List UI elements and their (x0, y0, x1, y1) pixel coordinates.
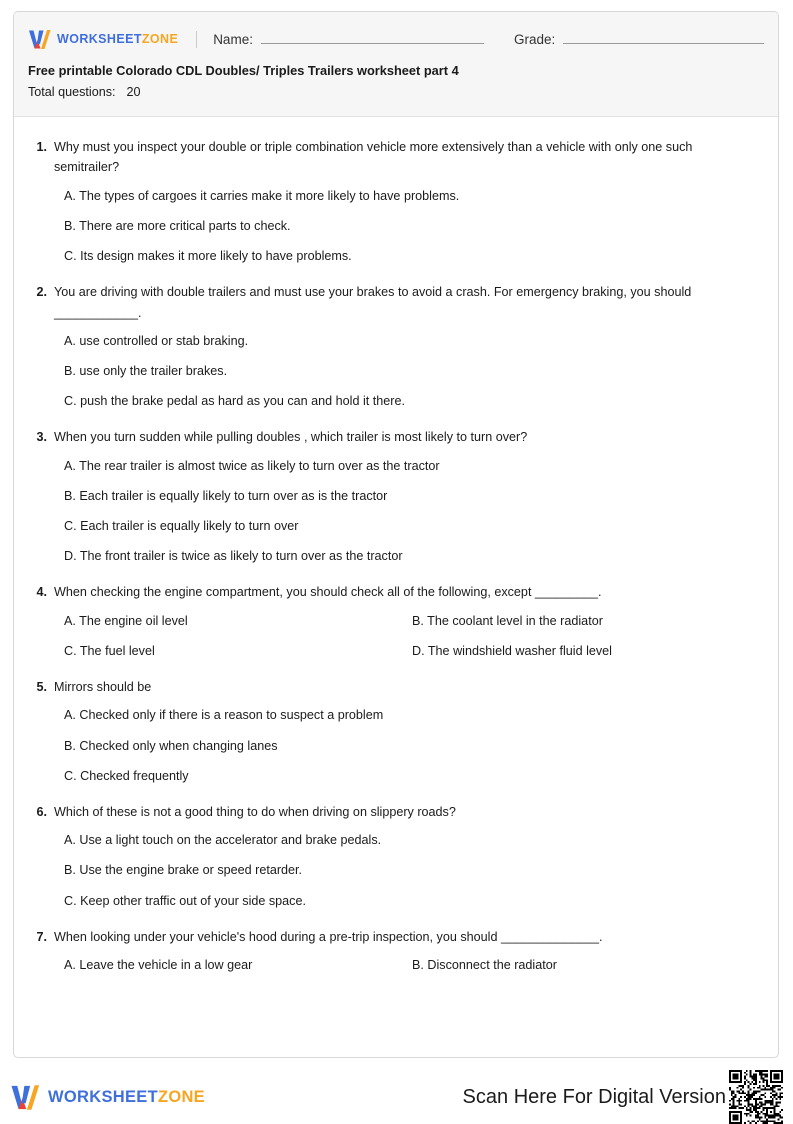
question-item (32, 137, 760, 266)
question-number: 7. (36, 929, 47, 944)
option-item[interactable]: C. Each trailer is equally likely to turn over (64, 519, 299, 534)
footer-logo (10, 1084, 205, 1111)
worksheet-title: Free printable Colorado CDL Doubles/ Triples Trailers worksheet part 4 (28, 63, 459, 78)
option-item[interactable]: B. Checked only when changing lanes (64, 738, 278, 753)
option-item[interactable]: B. Use the engine brake or speed retarder. (64, 863, 303, 878)
option-item[interactable]: B. use only the trailer brakes. (64, 364, 228, 379)
name-input-line[interactable] (261, 31, 484, 44)
logo-text-zone: ZONE (141, 32, 179, 46)
header-divider (196, 31, 197, 48)
option-item[interactable]: A. Use a light touch on the accelerator and brake pedals. (64, 833, 382, 848)
scan-here-text: Scan Here For Digital Version (462, 1085, 726, 1108)
footer-logo-text-zone: ZONE (157, 1087, 205, 1106)
question-text: Why must you inspect your double or triple combination vehicle more extensively than a vehicle with only one such semitrailer? (54, 140, 693, 175)
question-header (32, 677, 760, 697)
option-item[interactable]: C. push the brake pedal as hard as you can and hold it there. (64, 394, 405, 409)
grade-label: Grade: (514, 32, 556, 47)
option-list (32, 955, 760, 975)
option-item[interactable]: A. Checked only if there is a reason to suspect a problem (64, 708, 384, 723)
logo-text-worksheet: WORKSHEET (57, 32, 142, 46)
question-text: When you turn sudden while pulling doubles , which trailer is most likely to turn over? (54, 430, 528, 445)
question-number: 3. (36, 430, 47, 445)
qr-code-icon[interactable] (729, 1070, 783, 1124)
header-identity-row (14, 12, 778, 54)
question-number: 6. (36, 804, 47, 819)
option-item[interactable]: A. The engine oil level (64, 613, 188, 628)
question-header (32, 927, 760, 947)
question-header (32, 282, 760, 323)
option-list (32, 456, 760, 567)
total-questions-value: 20 (126, 85, 141, 100)
worksheet-header (14, 12, 778, 117)
option-item[interactable]: B. Disconnect the radiator (412, 958, 557, 973)
header-logo-text (57, 32, 178, 46)
option-item[interactable]: C. Checked frequently (64, 768, 189, 783)
question-text: When checking the engine compartment, you should check all of the following, except _________. (54, 585, 602, 600)
grade-field[interactable] (514, 31, 764, 47)
page-footer (0, 1072, 793, 1122)
question-item (32, 427, 760, 566)
total-questions (28, 84, 764, 102)
question-text: When looking under your vehicle's hood during a pre-trip inspection, you should ______________. (54, 929, 603, 944)
question-item (32, 677, 760, 786)
option-list (32, 331, 760, 411)
header-logo (28, 29, 178, 50)
question-item (32, 582, 760, 661)
question-header (32, 427, 760, 447)
worksheet-zone-logo-icon (10, 1084, 40, 1111)
option-item[interactable]: D. The windshield washer fluid level (412, 643, 612, 658)
option-item[interactable]: A. Leave the vehicle in a low gear (64, 958, 253, 973)
option-item[interactable]: B. The coolant level in the radiator (412, 613, 603, 628)
option-item[interactable]: A. The types of cargoes it carries make it more likely to have problems. (64, 188, 460, 203)
question-header (32, 582, 760, 602)
question-text: Mirrors should be (54, 680, 152, 695)
option-item[interactable]: C. Keep other traffic out of your side space. (64, 893, 306, 908)
worksheet-card (13, 11, 779, 1058)
option-list (32, 186, 760, 266)
option-list (32, 611, 760, 661)
worksheet-zone-logo-icon (28, 29, 51, 50)
total-questions-label: Total questions: (28, 85, 116, 100)
option-item[interactable]: B. Each trailer is equally likely to turn over as is the tractor (64, 488, 388, 503)
question-number: 1. (36, 140, 47, 154)
grade-input-line[interactable] (563, 31, 764, 44)
option-list (32, 705, 760, 785)
question-header (32, 137, 760, 178)
option-item[interactable]: A. use controlled or stab braking. (64, 333, 249, 348)
footer-logo-text (48, 1088, 205, 1107)
question-header (32, 802, 760, 822)
question-item (32, 927, 760, 976)
questions-list (14, 117, 778, 999)
question-item (32, 282, 760, 411)
question-number: 2. (36, 285, 47, 300)
option-item[interactable]: A. The rear trailer is almost twice as likely to turn over as the tractor (64, 458, 440, 473)
name-field[interactable] (213, 31, 484, 47)
option-item[interactable]: C. Its design makes it more likely to have problems. (64, 249, 352, 264)
question-item (32, 802, 760, 911)
option-item[interactable]: D. The front trailer is twice as likely to turn over as the tractor (64, 549, 403, 564)
question-text: You are driving with double trailers and must use your brakes to avoid a crash. For emergency braking, you should ____________. (54, 285, 692, 320)
title-block (14, 54, 778, 102)
option-item[interactable]: C. The fuel level (64, 643, 155, 658)
question-number: 5. (36, 680, 47, 695)
footer-logo-text-worksheet: WORKSHEET (48, 1087, 158, 1106)
option-item[interactable]: B. There are more critical parts to check. (64, 218, 291, 233)
question-number: 4. (36, 585, 47, 600)
name-label: Name: (213, 32, 253, 47)
option-list (32, 830, 760, 910)
question-text: Which of these is not a good thing to do when driving on slippery roads? (54, 804, 456, 819)
